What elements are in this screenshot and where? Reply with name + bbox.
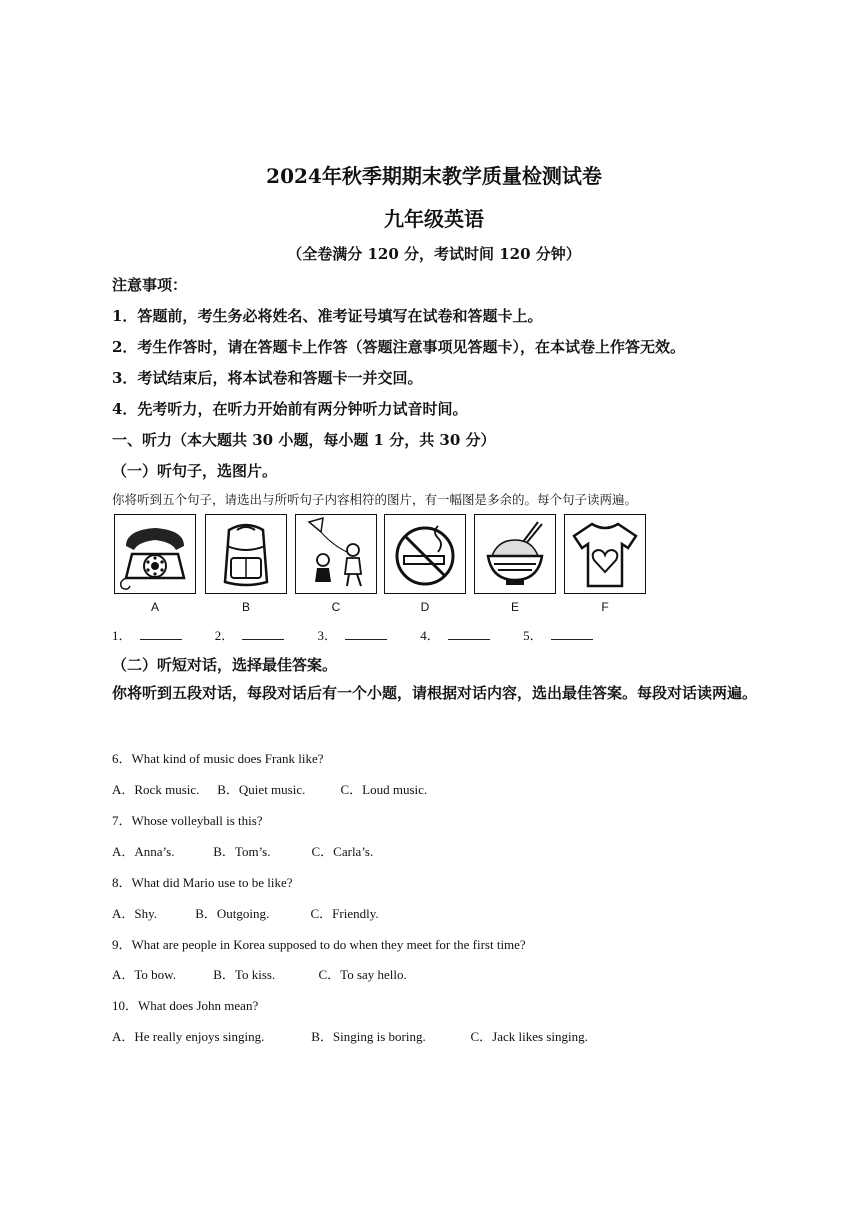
option[interactable]: C．Loud music. (340, 782, 428, 797)
answer-blanks (112, 625, 623, 644)
option[interactable]: B．To kiss. (213, 967, 276, 982)
option[interactable]: B．Tom’s. (213, 844, 271, 859)
picture-d (384, 514, 468, 614)
answer-blank-2[interactable]: 2． (215, 625, 285, 644)
part1-heading: （一）听句子，选图片。 (112, 462, 278, 480)
notice-item-2: 2．考生作答时，请在答题卡上作答（答题注意事项见答题卡），在本试卷上作答无效。 (112, 338, 685, 356)
part1-instruction: 你将听到五个句子，请选出与所听句子内容相符的图片，有一幅图是多余的。每个句子读两遍。 (112, 492, 638, 507)
question-10-options (112, 1026, 588, 1045)
picture-c (295, 514, 379, 614)
question-10: 10．What does John mean? (112, 998, 259, 1013)
notice-item-1: 1．答题前，考生务必将姓名、准考证号填写在试卷和答题卡上。 (112, 307, 543, 325)
option[interactable]: C．Jack likes singing. (470, 1029, 588, 1044)
question-9-options (112, 964, 407, 983)
question-7: 7．Whose volleyball is this? (112, 813, 263, 828)
picture-b-letter: B (241, 600, 250, 614)
picture-a-letter: A (150, 600, 159, 614)
part2-instruction: 你将听到五段对话，每段对话后有一个小题，请根据对话内容，选出最佳答案。每段对话读两遍。 (112, 684, 758, 702)
option[interactable]: A．To bow. (112, 967, 176, 982)
exam-score-time-note: （全卷满分 120 分，考试时间 120 分钟） (287, 245, 581, 263)
question-8-options (112, 903, 379, 922)
exam-title: 2024年秋季期期末教学质量检测试卷 (266, 164, 602, 188)
kids-kite-icon (297, 516, 375, 592)
question-7-options (112, 841, 373, 860)
notice-item-3: 3．考试结束后，将本试卷和答题卡一并交回。 (112, 369, 423, 387)
option[interactable]: A．Shy. (112, 906, 158, 921)
option[interactable]: A．He really enjoys singing. (112, 1029, 265, 1044)
option[interactable]: C．Friendly. (310, 906, 379, 921)
rice-bowl-icon (476, 516, 554, 592)
option[interactable]: B．Singing is boring. (311, 1029, 426, 1044)
picture-c-letter: C (331, 600, 341, 614)
option[interactable]: C．To say hello. (318, 967, 407, 982)
answer-blank-5[interactable]: 5． (523, 625, 593, 644)
part2-heading: （二）听短对话，选择最佳答案。 (112, 656, 338, 674)
question-8: 8．What did Mario use to be like? (112, 875, 293, 890)
telephone-icon (116, 516, 194, 592)
picture-e (474, 514, 558, 614)
option[interactable]: A．Anna’s. (112, 844, 175, 859)
option[interactable]: A．Rock music. (112, 782, 200, 797)
picture-f-letter: F (601, 600, 609, 614)
question-9: 9．What are people in Korea supposed to do when they meet for the first time? (112, 937, 526, 952)
exam-subject: 九年级英语 (384, 207, 484, 231)
option[interactable]: B．Quiet music. (217, 782, 306, 797)
answer-blank-4[interactable]: 4． (420, 625, 490, 644)
option[interactable]: C．Carla’s. (311, 844, 374, 859)
notice-item-4: 4．先考听力，在听力开始前有两分钟听力试音时间。 (112, 400, 468, 418)
question-6-options (112, 779, 427, 798)
picture-row (114, 514, 654, 614)
no-smoking-icon (386, 516, 464, 592)
picture-e-letter: E (510, 600, 519, 614)
picture-a (114, 514, 198, 614)
answer-blank-1[interactable]: 1． (112, 625, 182, 644)
picture-d-letter: D (420, 600, 430, 614)
picture-b (205, 514, 289, 614)
heart-tshirt-icon (566, 516, 644, 592)
question-6: 6．What kind of music does Frank like? (112, 751, 324, 766)
answer-blank-3[interactable]: 3． (318, 625, 388, 644)
notice-heading: 注意事项： (112, 276, 188, 294)
section-listening-heading: 一、听力（本大题共 30 小题，每小题 1 分，共 30 分） (112, 431, 496, 449)
backpack-icon (207, 516, 285, 592)
option[interactable]: B．Outgoing. (195, 906, 270, 921)
picture-f (564, 514, 648, 614)
